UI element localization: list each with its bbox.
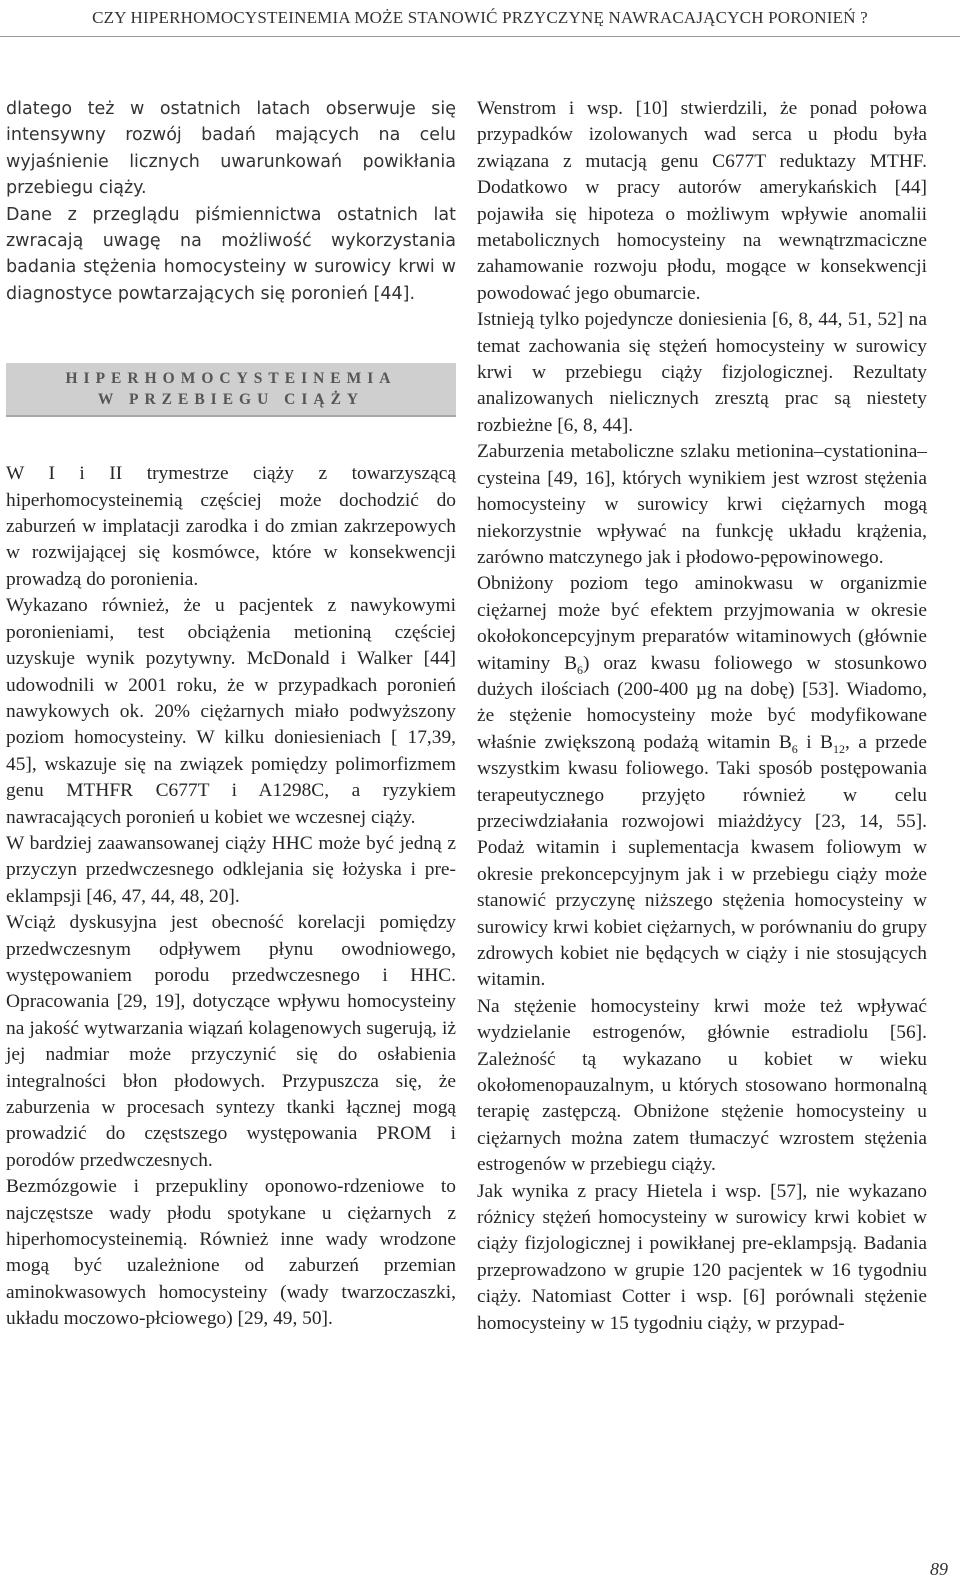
paragraph: Na stężenie homocysteiny krwi może też wpływać wydzielanie estrogenów, głównie estradiolu [56]. Zależność tą wykazano u kobiet w wieku okołomenopauzalnym, u których stosowano hormonalną terapię zastępczą. Obniżone stężenie homocysteiny u ciężarnych można zatem tłumaczyć wzrostem stężenia estrogenów w przebiegu ciąży. — [477, 995, 927, 1176]
paragraph: dlatego też w ostatnich latach obserwuje się intensywny rozwój badań mających na celu wyjaśnienie licznych uwarunkowań powikłania przebiegu ciąży. — [6, 99, 456, 199]
paragraph: Wenstrom i wsp. [10] stwierdzili, że ponad połowa przypadków izolowanych wad serca u płodu była związana z mutacją genu C677T reduktazy MTHF. Dodatkowo w pracy autorów amerykańskich [44] pojawiła się hipoteza o możliwym wpływie anomalii metabolicznych homocysteiny na wewnątrzmaciczne zahamowanie rozwoju płodu, mogące w konsekwencji powodować jego obumarcie. — [477, 98, 927, 304]
paragraph: Bezmózgowie i przepukliny oponowo-rdzeniowe to najczęstsze wady płodu spotykane u ciężarnych z hiperhomocysteinemią. Również inne wady wrodzone mogą być uzależnione od zaburzeń przemian aminokwasowych homocysteiny (wady twarzoczaszki, układu moczowo-płciowego) [29, 49, 50]. — [6, 1176, 456, 1330]
section-heading-line: HIPERHOMOCYSTEINEMIA — [65, 370, 397, 388]
running-header-title: CZY HIPERHOMOCYSTEINEMIA MOŻE STANOWIĆ PRZYCZYNĘ NAWRACAJĄCYCH PORONIEŃ ? — [92, 8, 868, 27]
text-run: Obniżony poziom tego aminokwasu w organizmie ciężarnej może być efektem przyjmowania w okresie okołokoncepcyjnym preparatów witaminowych (głównie witaminy B — [477, 573, 927, 674]
section-heading — [6, 363, 456, 417]
text-run: ) oraz kwasu foliowego w stosunkowo dużych ilościach (200-400 µg na dobę) [53]. Wiadomo, że stężenie homocysteiny może być modyfikowane właśnie zwiększoną podażą witamin B — [477, 652, 928, 753]
right-column — [477, 96, 927, 1337]
paragraph: Istnieją tylko pojedyncze doniesienia [6, 8, 44, 51, 52] na temat zachowania się stężeń homocysteiny w surowicy krwi w przebiegu ciąży fizjologicznej. Rezultaty analizowanych nielicznych zresztą prac są niestety rozbieżne [6, 8, 44]. — [477, 309, 927, 436]
paragraph: Wciąż dyskusyjna jest obecność korelacji pomiędzy przedwczesnym odpływem płynu owodniowego, występowaniem porodu przedwczesnego i HHC. Opracowania [29, 19], dotyczące wpływu homocysteiny na jakość wytwarzania wiązań kolagenowych sugerują, iż jej nadmiar może przyczynić się do osłabienia integralności błon płodowych. Przypuszcza się, że zaburzenia w procesach syntezy tkanki łącznej mogą prowadzić do częstszego występowania PROM i porodów przedwczesnych. — [6, 912, 456, 1171]
paragraph: Dane z przeglądu piśmiennictwa ostatnich lat zwracają uwagę na możliwość wykorzystania badania stężenia homocysteiny w surowicy krwi w diagnostyce powtarzających się poronień [44]. — [6, 204, 456, 304]
section-heading-line: W PRZEBIEGU CIĄŻY — [97, 391, 365, 409]
page-number: 89 — [930, 1559, 948, 1579]
paragraph: Jak wynika z pracy Hietela i wsp. [57], nie wykazano różnicy stężeń homocysteiny w surowicy krwi kobiet w ciąży fizjologicznej i powikłanej pre-eklampsją. Badania przeprowadzono w grupie 120 pacjentek w 16 tygodniu ciąży. Natomiast Cotter i wsp. [6] porównali stężenie homocysteiny w 15 tygodniu ciąży, w przypad- — [477, 1180, 927, 1334]
paragraph: W I i II trymestrze ciąży z towarzyszącą hiperhomocysteinemią częściej może dochodzić do zaburzeń w implatacji zarodka i do zmian zakrzepowych w rozwijającej się kosmówce, które w konsekwencji prowadzą do poronienia. — [6, 463, 456, 590]
text-run: i B — [797, 731, 833, 753]
subscript: 6 — [791, 741, 798, 756]
paragraph: Wykazano również, że u pacjentek z nawykowymi poronieniami, test obciążenia metioniną częściej uzyskuje wynik pozytywny. McDonald i Walker [44] udowodnili w 2001 roku, że w przypadkach poronień nawykowych ok. 20% ciężarnych miało podwyższony poziom homocysteiny. W kilku doniesieniach [ 17,39, 45], wskazuje się na związek pomiędzy polimorfizmem genu MTHFR C677T i A1298C, a ryzykiem nawracających poronień u kobiet we wczesnej ciąży. — [6, 595, 456, 828]
paragraph-vitamins — [477, 571, 927, 994]
paragraph: Zaburzenia metaboliczne szlaku metionina–cystationina–cysteina [49, 16], których wynikiem jest wzrost stężenia homocysteiny w surowicy krwi ciężarnych mogą niekorzystnie wpływać na funkcję układu krążenia, zarówno matczynego jak i płodowo-pępowinowego. — [477, 441, 927, 568]
text-run: , a przede wszystkim kwasu foliowego. Taki sposób postępowania terapeutycznego przyjęto również w celu przeciwdziałania rozwojowi miażdżycy [23, 14, 55]. Podaż witamin i suplementacja kwasem foliowym w okresie prekoncepcyjnym jak i w przebiegu ciąży może stanowić przyczynę niższego stężenia homocysteiny w surowicy krwi kobiet ciężarnych, w porównaniu do grupy zdrowych kobiet nie będących w ciąży i nie stosujących witamin. — [477, 731, 927, 991]
left-column — [6, 96, 456, 1333]
paragraph: W bardziej zaawansowanej ciąży HHC może być jedną z przyczyn przedwczesnego odklejania się łożyska i pre-eklampsji [46, 47, 44, 48, 20]. — [6, 832, 456, 907]
running-header — [0, 0, 960, 37]
subscript: 6 — [577, 662, 584, 677]
subscript: 12 — [832, 741, 845, 756]
